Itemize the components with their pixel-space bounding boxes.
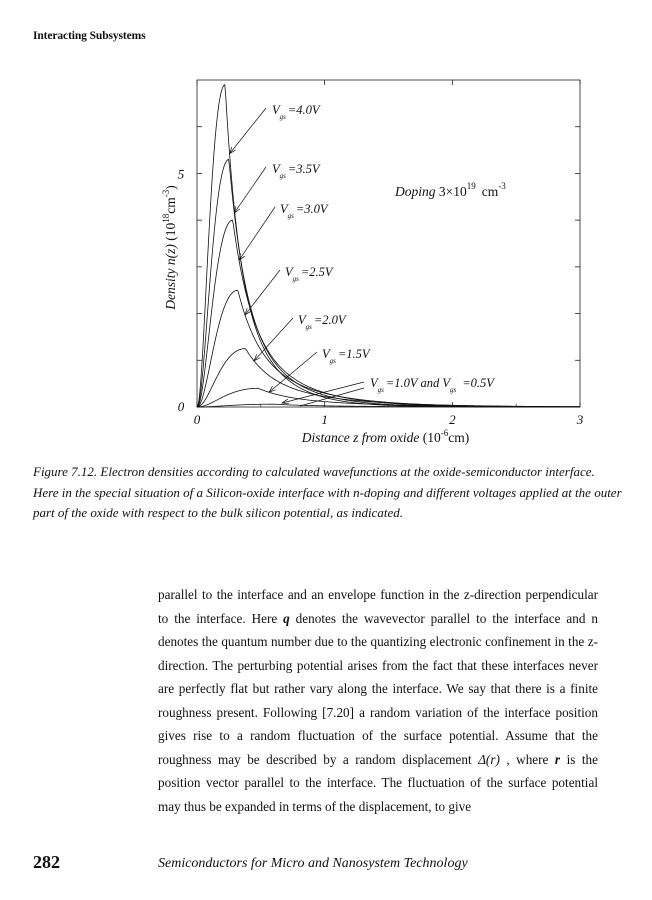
curve-label-3 xyxy=(280,202,329,220)
y-label-unit: cm xyxy=(163,197,178,214)
curve-label-2 xyxy=(272,162,321,180)
body-text-part-2: denotes the wavevector parallel to the interface and n denotes the quantum number due to the quantizing electronic confinement in the z-direction. The perturbing potential arises from the fact that these interfaces never are perfectly flat but rather vary along the interface. We say that there is a finite roughness present. Following [7.20] a random variation of the interface position gives rise to a random fluctuation of the surface potential. Assume that the roughness may be described by a random displacement xyxy=(158,610,599,767)
y-label-base: (10 xyxy=(163,222,178,245)
doping-annotation xyxy=(394,181,506,199)
curve-label-value: =2.0V xyxy=(313,313,346,327)
curve-label-sub: gs xyxy=(329,357,336,365)
x-label-exp: -6 xyxy=(440,428,449,438)
displacement-symbol: Δ(r) xyxy=(478,751,500,767)
curve-label-value: =3.5V xyxy=(287,162,320,176)
position-vector-symbol: r xyxy=(554,751,561,767)
curve-arrow-1 xyxy=(230,108,266,154)
curve-label-sub: gs xyxy=(279,113,286,121)
x-tick-label: 2 xyxy=(449,412,456,427)
curve-label-sub: gs xyxy=(292,275,299,283)
curve-label-v: V xyxy=(280,202,288,216)
curve-arrow-4 xyxy=(245,270,280,315)
running-foot: Semiconductors for Micro and Nanosystem Technology xyxy=(158,856,468,871)
doping-word: Doping xyxy=(395,184,439,199)
curve-label-value: =2.5V xyxy=(300,265,333,279)
curve-arrow-6 xyxy=(269,352,317,392)
doping-exp: 19 xyxy=(466,181,476,191)
x-label-base: (10 xyxy=(422,430,441,445)
figure-caption: Figure 7.12. Electron densities according to calculated wavefunctions at the oxide-semiconductor interface. Here in the special situation of a Silicon-oxide interface with n-doping and different voltages applied at the outer part of the oxide with respect to the bulk silicon potential, as indicated. xyxy=(33,464,622,520)
x-label-unit: cm) xyxy=(448,430,470,445)
y-axis-label-group xyxy=(161,185,178,311)
curve-label-v: V xyxy=(298,313,306,327)
curve-label-sub: gs xyxy=(305,323,312,331)
wavevector-symbol: q xyxy=(283,610,290,626)
curve-label-v: V xyxy=(272,103,280,117)
density-curve-2 xyxy=(197,159,580,407)
density-chart xyxy=(0,60,652,460)
y-label-var: n(z) xyxy=(163,244,178,266)
curve-label-5 xyxy=(298,313,347,331)
curve-label-1 xyxy=(272,103,321,121)
curve-label-v: V xyxy=(322,347,330,361)
curve-label-7 xyxy=(370,376,495,394)
curve-label-6 xyxy=(322,347,371,365)
curve-label-value: =4.0V xyxy=(287,103,320,117)
doping-unit: cm xyxy=(481,184,499,199)
x-label-main: Distance z from oxide xyxy=(301,430,423,445)
y-label-close: ) xyxy=(163,185,178,190)
curve-label-v: V xyxy=(370,376,378,390)
x-tick-label: 0 xyxy=(193,412,201,427)
x-tick-label: 1 xyxy=(321,412,328,427)
body-paragraph xyxy=(158,583,598,818)
curve-arrowhead-2 xyxy=(234,206,240,213)
y-tick-label: 0 xyxy=(177,399,185,414)
x-axis-label xyxy=(301,428,469,445)
running-head: Interacting Subsystems xyxy=(33,30,146,42)
density-curve-1 xyxy=(197,85,580,407)
body-text-part-1: parallel to the interface and an envelope function in the z-direction perpendicular to the interface. Here xyxy=(158,587,598,626)
curve-label-value2: =0.5V xyxy=(462,376,494,390)
page-number: 282 xyxy=(33,852,60,872)
body-text-part-4: is the position vector parallel to the interface. The fluctuation of the surface potential may thus be expanded in terms of the displacement, to give xyxy=(158,751,598,814)
y-axis-label xyxy=(161,185,178,311)
curve-label-sub2: gs xyxy=(449,386,457,394)
y-label-exp: 18 xyxy=(161,213,171,223)
doping-base: 3×10 xyxy=(438,184,467,199)
doping-unit-exp: -3 xyxy=(498,181,506,191)
y-label-unit-exp: -3 xyxy=(161,189,171,198)
curve-label-value: =3.0V xyxy=(295,202,328,216)
curve-arrow-2 xyxy=(234,167,266,213)
curve-label-4 xyxy=(285,265,334,283)
x-tick-label: 3 xyxy=(576,412,584,427)
curve-label-sub: gs xyxy=(279,172,286,180)
y-label-word: Density xyxy=(163,265,178,310)
curve-arrow-3 xyxy=(239,207,275,260)
curve-label-v: V xyxy=(285,265,293,279)
body-text-part-3: , where xyxy=(499,751,555,767)
curve-label-value: =1.5V xyxy=(337,347,370,361)
y-tick-label: 5 xyxy=(177,166,185,182)
plot-frame xyxy=(197,80,580,407)
curve-label-value: =1.0V and V xyxy=(385,376,450,390)
curve-label-sub: gs xyxy=(287,212,294,220)
curve-label-v: V xyxy=(272,162,280,176)
curve-label-sub: gs xyxy=(377,386,384,394)
